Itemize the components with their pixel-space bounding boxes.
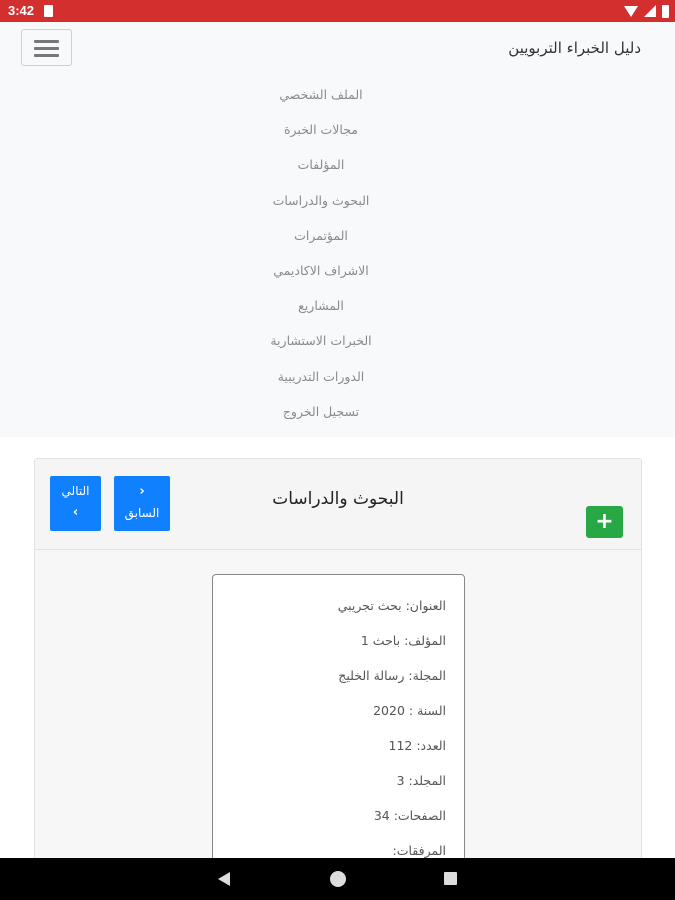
menu-item-conferences[interactable]: المؤتمرات xyxy=(294,227,348,243)
chevron-right-icon: › xyxy=(72,505,79,520)
hamburger-icon-line xyxy=(34,54,59,57)
top-navbar xyxy=(0,22,675,437)
previous-button-label: السابق xyxy=(124,506,160,520)
nav-menu xyxy=(0,84,642,436)
menu-item-research[interactable]: البحوث والدراسات xyxy=(272,192,370,208)
status-bar xyxy=(0,0,675,22)
record-author: المؤلف: باحث 1 xyxy=(360,633,446,648)
menu-item-supervision[interactable]: الاشراف الاكاديمي xyxy=(273,262,369,278)
record-pages: الصفحات: 34 xyxy=(373,808,446,823)
hamburger-icon-line xyxy=(34,40,59,43)
system-nav-bar xyxy=(0,858,675,900)
record-volume: المجلد: 3 xyxy=(396,773,446,788)
record-issue: العدد: 112 xyxy=(388,738,446,753)
next-button-label: التالي xyxy=(61,484,90,498)
menu-item-consulting[interactable]: الخبرات الاستشارية xyxy=(270,333,372,349)
recent-apps-icon[interactable] xyxy=(444,872,457,885)
record-attachments: المرفقات: xyxy=(392,843,446,858)
record-title: العنوان: بحث تجريبي xyxy=(337,598,446,613)
status-time: 3:42 xyxy=(8,3,35,18)
research-card xyxy=(34,458,642,878)
status-icons xyxy=(624,4,669,18)
record-journal: المجلة: رسالة الخليج xyxy=(338,668,446,683)
wifi-icon xyxy=(624,6,638,17)
sd-card-icon xyxy=(44,5,53,17)
menu-item-logout[interactable]: تسجيل الخروج xyxy=(282,403,360,419)
next-button[interactable] xyxy=(50,476,101,531)
add-button[interactable]: + xyxy=(586,506,623,538)
battery-icon xyxy=(662,5,669,18)
signal-icon xyxy=(644,5,656,17)
home-icon[interactable] xyxy=(330,871,346,887)
menu-item-training[interactable]: الدورات التدريبية xyxy=(277,368,365,384)
card-header xyxy=(35,459,641,550)
record-year: السنة : 2020 xyxy=(373,703,446,718)
menu-toggle-button[interactable] xyxy=(21,29,72,66)
chevron-left-icon: ‹ xyxy=(139,484,145,499)
section-title: البحوث والدراسات xyxy=(272,489,404,509)
back-icon[interactable] xyxy=(218,872,230,886)
hamburger-icon-line xyxy=(34,47,59,50)
menu-item-publications[interactable]: المؤلفات xyxy=(297,157,345,173)
menu-item-profile[interactable]: الملف الشخصي xyxy=(279,87,363,102)
menu-item-projects[interactable]: المشاريع xyxy=(298,298,344,314)
previous-button[interactable] xyxy=(114,476,170,531)
app-brand[interactable]: دليل الخبراء التربويين xyxy=(508,39,641,57)
menu-item-expertise[interactable]: مجالات الخبرة xyxy=(283,122,358,138)
research-record xyxy=(212,574,465,894)
